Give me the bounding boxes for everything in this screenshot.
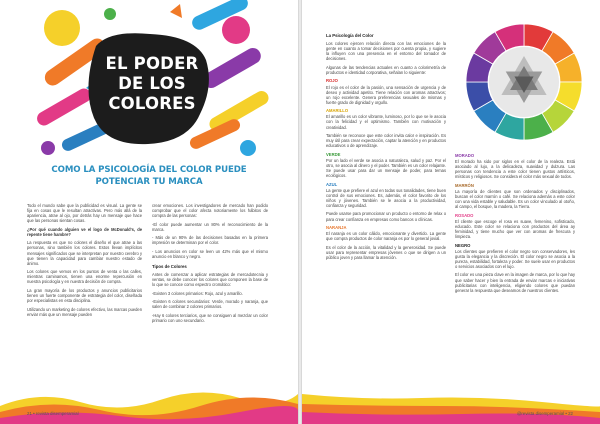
- orange-triangle: [170, 4, 182, 18]
- bullet-paragraph: - Más de un 90% de las decisiones basadas en la primera impresión se determinan por el color.: [152, 235, 268, 246]
- left-page: [0, 0, 298, 424]
- bullet-paragraph: -Hay 6 colores terciarios, que se consiguen al mezclar un color primario con uno secundario.: [152, 312, 268, 323]
- paragraph: Algunas de las tendencias actuales en cuanto a colorimetría de productos e identidad corporativa, señalan lo siguiente:: [326, 64, 446, 75]
- paragraph: Los colores que vemos en los puntos de venta o las calles, mientras caminamos, tienen una enorme repercusión en nuestra psicología y en nuestra decisión de compra.: [27, 269, 142, 285]
- color-heading-amarillo: AMARILLO: [326, 108, 349, 114]
- title-line-3: COLORES: [108, 94, 196, 113]
- title-line-2: DE LOS: [118, 74, 186, 93]
- section-heading: La Psicología del Color: [326, 33, 374, 38]
- bottom-decoration: [0, 376, 298, 424]
- color-heading-azul: AZUL: [326, 181, 338, 187]
- color-description: La gente que prefiere el azul en todas sus tonalidades, tiene buen control de sus emociones. Es, además, el color favorito de los niños y jóvenes. También se le asocia a la productividad, confianza y seguridad.: [326, 187, 446, 208]
- right-column-2: [455, 150, 575, 296]
- section-heading: Tipos de Colores: [152, 264, 187, 270]
- purple-dot: [41, 141, 55, 155]
- color-heading-naranja: NARANJA: [326, 225, 347, 231]
- title-line-1: EL PODER: [105, 54, 199, 73]
- paragraph: La gran mayoría de los productos y anuncios publicitarios tienen un fuerte componente de estrategia del color, diseñada por especialistas en esta disciplina.: [27, 287, 142, 304]
- bullet-paragraph: -Existen 6 colores secundarios: Verde, morado y naranja, que salen de combinar 2 colores primarios.: [152, 299, 268, 310]
- color-heading-verde: VERDE: [326, 151, 341, 157]
- color-list: [455, 153, 575, 293]
- color-description: El morado ha sido por siglos en el color de la realeza. Está asociado al lujo, a la delicadeza, suavidad y dulzura. Las personas con tendencia a este color tienen gustos artísticos, místicos y religiosos. Se considera el color más sexual de todos.: [455, 159, 575, 180]
- right-page: [302, 0, 600, 424]
- yellow-circle: [44, 10, 80, 46]
- right-column-1: [326, 28, 446, 263]
- bullet-paragraph: -El color puede aumentar un 80% el reconocimiento de la marca.: [152, 221, 268, 232]
- color-description: El rojo es el color de la pasión, una sensación de urgencia y de deseo y actividad apetito. Tiene relación con aromas atractivos; un rojo excelente. Genera preferencias sexuales de mismas y fuerte grado de dignidad y orgullo.: [326, 84, 446, 105]
- bullet-paragraph: - Los anuncios en color se leen un 42% más que el mismo anuncio en blanco y negro.: [152, 248, 268, 259]
- color-description: Es el color de la acción, la vitalidad y la generosidad. Se puede usar para representar empresas jóvenes o que se dirigen a un público joven y para llamar la atención.: [326, 244, 446, 260]
- color-wheel: [462, 20, 586, 144]
- color-description: Puede usarse para promocionar un producto o entorno de relax o para crear confianza en empresas como bancos o clínicas.: [326, 211, 446, 222]
- color-description: También se reconoce que este color invita calor e inspiración. Es muy útil para crear expectación, captar la atención y en productos educativos o de aprendizaje.: [326, 133, 446, 149]
- pink-pill: [35, 86, 94, 128]
- color-description: Los clientes que prefieren el color negro son conservadores, les gusta la elegancia y la discreción. El color negro se asocia a la pureza, estabilidad, fortaleza y poder. Se suele usar en productos o servicios asociados con el lujo.: [455, 248, 575, 269]
- color-description: La mayoría de clientes que son ordenados y disciplinados, buscan el color marrón o café. Se relaciona además a este color con una vida estable y saludable. Es un color vinculado al otoño, al campo, el bosque, la madera, la Tierra.: [455, 188, 575, 210]
- color-description: Por un lado el verde se asocia a naturaleza, salud y paz. Por el otro, se asocia al dinero y el poder. También es un color relajante. Se puede usar para dar un mensaje de poder, para temas ecológicos.: [326, 157, 446, 179]
- color-heading-rojo: ROJO: [326, 78, 338, 84]
- paragraph: crear emociones. Los investigadores de mercado han podido comprobar que el color afecta notoriamente los hábitos de compra de las personas:: [152, 203, 268, 219]
- paragraph: Antes de comenzar a aplicar estrategias de mercadotecnia y ventas, se debe conocer los colores que componen la base de lo que se conoce como espectro cromático:: [152, 272, 268, 288]
- page-number-right: @revista disemperamial • 22: [516, 411, 573, 416]
- page-number-left: 21 • revista disemperamial: [27, 411, 79, 416]
- color-description: El cliente que escoge el rosa es suave, femenino, sofisticado, educado. Este color se relaciona con productos del área ay feminidad, y tiene mucho que ver con aromas de frescura y limpieza.: [455, 218, 575, 240]
- bullet-paragraph: -Existen 3 colores primarios: Rojo, azul y amarillo.: [152, 290, 243, 296]
- left-column-1: [27, 203, 142, 320]
- green-dot: [104, 8, 116, 20]
- paragraph: La respuesta es que no colores el diseño el que atrae a las personas, sino también los colores. Estos llevan implícitos mensajes significados que se interpretan por nuestro cerebro y que tienen la capacidad para cambiar nuestro estado de ánimo.: [27, 240, 142, 266]
- blue-dot: [240, 140, 256, 156]
- question-paragraph: ¿Por qué cuando alguien ve el logo de McDonald's, de repente tiene hambre?: [27, 226, 142, 237]
- color-heading-marrón: MARRÓN: [455, 182, 474, 188]
- paragraph: Utilizando un marketing de colores efectivo, las marcas pueden enviar más que un mensaje pueden: [27, 306, 142, 317]
- pink-circle: [222, 16, 250, 44]
- color-heading-morado: MORADO: [455, 153, 475, 158]
- color-list: [326, 78, 446, 260]
- bottom-decoration: [302, 376, 600, 424]
- title-block: [96, 54, 208, 114]
- color-description: El color es una pieza clave en la imagen de marca, por lo que hay que saber hacer y bien la entrada de enviar marcas e iniciativas publicitarias con inteligencia, eligiendo colores que puedan generar la respuesta que deseamos de nuestros clientes.: [455, 272, 575, 293]
- color-heading-negro: NEGRO: [455, 242, 471, 248]
- color-heading-rosado: ROSADO: [455, 212, 474, 218]
- color-description: El amarillo es un color vibrante, luminoso, por lo que se le asocia con la felicidad y el optimismo. También con motivación y creatividad.: [326, 114, 446, 130]
- color-description: El naranja es un color cálido, emocionante y divertido. La gente que compra productos de color naranja es por lo general jovial.: [326, 231, 446, 242]
- purple-pill: [200, 45, 263, 91]
- paragraph: Los colores ejercen relación directa con las emociones de la gente en cuanto a tomar decisiones por cuenta propia, y sugiere la influyen con una presencia en el entorno del tomador de decisiones.: [326, 41, 446, 62]
- left-column-2: [152, 203, 268, 326]
- paragraph: Todo el mundo sabe que la publicidad es visual. La gente se fija en cosas que le resultan atractivas. Pero más allá de la apariencia, atrae al ojo, por detrás hay un mensaje que hace que las personas sientan cosas.: [27, 203, 142, 224]
- subtitle: COMO LA PSICOLOGÍA DEL COLOR PUEDE POTENCIAR TU MARCA: [51, 165, 247, 187]
